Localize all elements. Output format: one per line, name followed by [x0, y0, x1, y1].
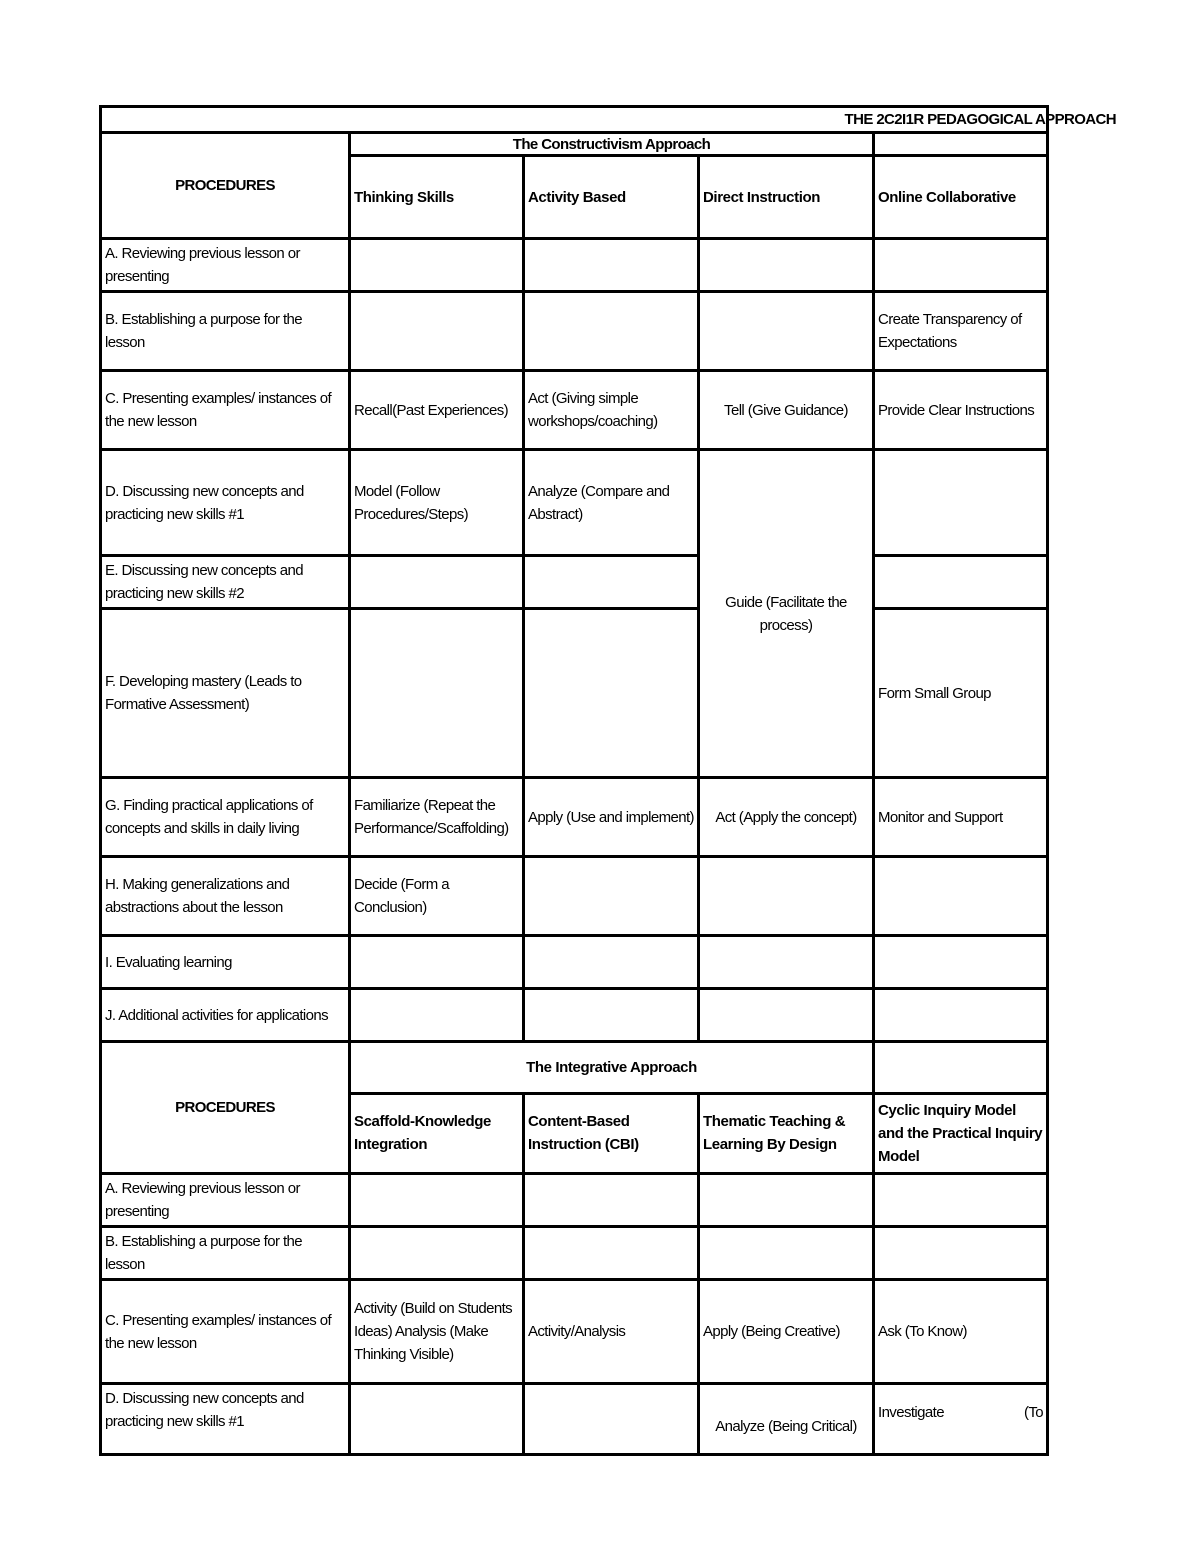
table-row [101, 556, 1048, 609]
cell-text-left: Investigate [878, 1404, 944, 1421]
table-cell [874, 936, 1048, 989]
procedure-cell: B. Establishing a purpose for the lesson [101, 292, 350, 371]
table-row [101, 292, 1048, 371]
column-header-4: Online Collaborative [874, 156, 1048, 239]
table-cell: Apply (Use and implement) [524, 778, 699, 857]
table-cell [350, 556, 524, 609]
table-cell [874, 989, 1048, 1042]
table-row [101, 1174, 1048, 1227]
table-row [101, 936, 1048, 989]
table-cell [350, 1384, 524, 1455]
table-cell: Decide (Form a Conclusion) [350, 857, 524, 936]
table-cell: Act (Giving simple workshops/coaching) [524, 371, 699, 450]
table-cell [524, 1174, 699, 1227]
table-cell [524, 1227, 699, 1280]
table-row [101, 609, 1048, 778]
cell-text-right: (To [1023, 1404, 1043, 1421]
procedure-cell: D. Discussing new concepts and practicing new skills #1 [101, 1384, 350, 1455]
table-cell [524, 292, 699, 371]
approach-row [101, 133, 1048, 156]
table-cell [874, 556, 1048, 609]
table-row [101, 1227, 1048, 1280]
table-cell: Recall(Past Experiences) [350, 371, 524, 450]
table-cell [699, 292, 874, 371]
column-header-3: Thematic Teaching & Learning By Design [699, 1093, 874, 1173]
table-cell: Form Small Group [874, 609, 1048, 778]
table-cell: Ask (To Know) [874, 1280, 1048, 1384]
approach-blank-cell [874, 133, 1048, 156]
procedure-cell: G. Finding practical applications of concepts and skills in daily living [101, 778, 350, 857]
table-row [101, 239, 1048, 292]
table-cell [874, 239, 1048, 292]
lesson-plan-sheet [99, 105, 1116, 1435]
table-cell [699, 936, 874, 989]
approach-title: The Constructivism Approach [350, 133, 874, 156]
table-cell [524, 857, 699, 936]
table-cell [524, 609, 699, 778]
column-header-2: Activity Based [524, 156, 699, 239]
table-cell [874, 857, 1048, 936]
table-cell [524, 239, 699, 292]
table-cell [874, 450, 1048, 556]
procedures-header: PROCEDURES [101, 1042, 350, 1174]
table-cell [350, 936, 524, 989]
table-cell: Analyze (Compare and Abstract) [524, 450, 699, 556]
approach-title: The Integrative Approach [350, 1042, 874, 1094]
table-row [101, 857, 1048, 936]
approach-blank-cell [874, 1042, 1048, 1094]
split-text [878, 1401, 1043, 1424]
table-row [101, 371, 1048, 450]
table-cell [874, 1227, 1048, 1280]
table-cell [350, 239, 524, 292]
table-cell [350, 989, 524, 1042]
document-title: THE 2C2I1R PEDAGOGICAL APPROACH [101, 107, 1048, 133]
table-cell [874, 1174, 1048, 1227]
table-cell [699, 1384, 874, 1455]
procedure-cell: B. Establishing a purpose for the lesson [101, 1227, 350, 1280]
procedure-cell: J. Additional activities for applications [101, 989, 350, 1042]
procedure-cell: D. Discussing new concepts and practicing new skills #1 [101, 450, 350, 556]
table-cell [699, 1174, 874, 1227]
table-cell: Activity (Build on Students Ideas) Analysis (Make Thinking Visible) [350, 1280, 524, 1384]
column-header-1: Thinking Skills [350, 156, 524, 239]
procedure-cell: I. Evaluating learning [101, 936, 350, 989]
column-header-4: Cyclic Inquiry Model and the Practical Inquiry Model [874, 1093, 1048, 1173]
cell-text: Analyze (Being Critical) [715, 1418, 857, 1435]
table-cell [699, 239, 874, 292]
table-cell: Familiarize (Repeat the Performance/Scaffolding) [350, 778, 524, 857]
table-row [101, 1384, 1048, 1455]
table-cell: Act (Apply the concept) [699, 778, 874, 857]
table-cell [699, 1227, 874, 1280]
table-row [101, 778, 1048, 857]
table-cell [350, 1174, 524, 1227]
table-cell [699, 857, 874, 936]
table-row [101, 450, 1048, 556]
procedure-cell: E. Discussing new concepts and practicing new skills #2 [101, 556, 350, 609]
column-header-3: Direct Instruction [699, 156, 874, 239]
column-header-1: Scaffold-Knowledge Integration [350, 1093, 524, 1173]
table-cell: Provide Clear Instructions [874, 371, 1048, 450]
procedure-cell: F. Developing mastery (Leads to Formative Assessment) [101, 609, 350, 778]
procedure-cell: A. Reviewing previous lesson or presenting [101, 1174, 350, 1227]
merged-guide-cell: Guide (Facilitate the process) [699, 450, 874, 778]
table-cell [699, 989, 874, 1042]
table-cell [350, 1227, 524, 1280]
table-cell: Monitor and Support [874, 778, 1048, 857]
table-cell: Model (Follow Procedures/Steps) [350, 450, 524, 556]
procedure-cell: A. Reviewing previous lesson or presenting [101, 239, 350, 292]
table-cell [524, 556, 699, 609]
table-cell [524, 1384, 699, 1455]
table-cell: Tell (Give Guidance) [699, 371, 874, 450]
procedure-cell: H. Making generalizations and abstractions about the lesson [101, 857, 350, 936]
table-cell [524, 936, 699, 989]
table-cell: Activity/Analysis [524, 1280, 699, 1384]
procedure-cell: C. Presenting examples/ instances of the new lesson [101, 1280, 350, 1384]
table-cell [350, 609, 524, 778]
table-row [101, 989, 1048, 1042]
column-header-2: Content-Based Instruction (CBI) [524, 1093, 699, 1173]
procedures-header: PROCEDURES [101, 133, 350, 239]
approach-row [101, 1042, 1048, 1094]
table-row [101, 1280, 1048, 1384]
pedagogical-approach-table [99, 105, 1116, 1456]
procedure-cell: C. Presenting examples/ instances of the new lesson [101, 371, 350, 450]
table-cell: Create Transparency of Expectations [874, 292, 1048, 371]
table-cell: Apply (Being Creative) [699, 1280, 874, 1384]
table-cell [350, 292, 524, 371]
table-cell [524, 989, 699, 1042]
title-row [101, 107, 1048, 133]
table-cell [874, 1384, 1048, 1455]
